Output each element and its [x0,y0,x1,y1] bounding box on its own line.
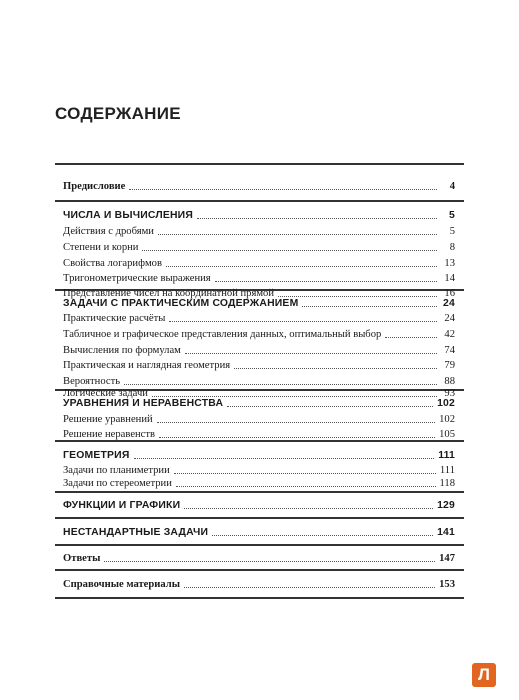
leader-dots [197,218,437,219]
toc-entry-page: 129 [437,500,455,511]
toc-entry-label: Предисловие [63,181,126,192]
toc-entry-label: УРАВНЕНИЯ И НЕРАВЕНСТВА [63,398,224,409]
leader-dots [215,281,437,282]
toc-entry-label: НЕСТАНДАРТНЫЕ ЗАДАЧИ [63,527,209,538]
leader-dots [184,587,435,588]
leader-dots [129,189,437,190]
toc-entry-page: 153 [439,579,455,590]
toc-entry-page: 79 [444,360,455,371]
toc-entry-preface[interactable] [63,177,455,193]
page-title: СОДЕРЖАНИЕ [55,104,181,123]
toc-entry-page: 102 [437,398,455,409]
leader-dots [134,458,435,459]
leader-dots [385,337,437,338]
toc-section-equations[interactable] [63,394,455,410]
leader-dots [234,368,437,369]
toc-entry[interactable] [63,325,455,341]
leader-dots [185,353,437,354]
leader-dots [104,561,435,562]
toc-entry-label: Табличное и графическое представления данных, оптимальный выбор [63,329,382,340]
toc-section-functions[interactable] [63,496,455,512]
toc-entry-page: 102 [439,414,455,425]
toc-entry-label: Степени и корни [63,242,139,253]
toc-entry-page: 24 [443,298,455,309]
divider [55,569,464,571]
toc-entry-label: Задачи по планиметрии [63,465,170,476]
leader-dots [302,306,437,307]
toc-section-practical[interactable] [63,294,455,310]
toc-entry-label: Справочные материалы [63,579,180,590]
toc-entry[interactable] [63,309,455,325]
toc-entry-label: ЗАДАЧИ С ПРАКТИЧЕСКИМ СОДЕРЖАНИЕМ [63,298,299,309]
toc-entry-page: 16 [444,288,455,299]
toc-entry-label: Задачи по стереометрии [63,478,172,489]
toc-entry-label: ЧИСЛА И ВЫЧИСЛЕНИЯ [63,210,194,221]
leader-dots [142,250,437,251]
logo-letter: Л [478,665,490,684]
toc-entry[interactable] [63,410,455,426]
toc-section-geometry[interactable] [63,446,455,462]
toc-entry-label: ФУНКЦИИ И ГРАФИКИ [63,500,181,511]
toc-entry-page: 88 [444,376,455,387]
toc-entry-page: 74 [444,345,455,356]
divider [55,491,464,493]
leader-dots [212,535,433,536]
toc-entry[interactable] [63,474,455,490]
toc-entry-label: ГЕОМЕТРИЯ [63,450,130,461]
toc-entry-label: Тригонометрические выражения [63,273,211,284]
publisher-logo [472,663,496,687]
toc-entry[interactable] [63,269,455,285]
toc-entry-page: 4 [449,181,455,192]
toc-entry-page: 5 [449,210,455,221]
toc-entry-label: Вычисления по формулам [63,345,181,356]
toc-entry[interactable] [63,356,455,372]
toc-entry-page: 105 [439,429,455,440]
toc-entry-page: 42 [444,329,455,340]
toc-entry-reference[interactable] [63,575,455,591]
leader-dots [227,406,433,407]
toc-entry-label: Свойства логарифмов [63,258,162,269]
toc-entry-label: Решение неравенств [63,429,156,440]
divider [55,544,464,546]
toc-entry[interactable] [63,425,455,441]
toc-entry-label: Логические задачи [63,388,148,399]
toc-entry-page: 111 [439,465,455,476]
toc-section-nonstandard[interactable] [63,523,455,539]
divider [55,597,464,599]
toc-entry-label: Решение уравнений [63,414,153,425]
divider [55,200,464,202]
toc-entry-page: 147 [439,553,455,564]
toc-entry[interactable] [63,254,455,270]
toc-entry-label: Вероятность [63,376,121,387]
leader-dots [157,422,435,423]
leader-dots [176,486,436,487]
toc-entry[interactable] [63,222,455,238]
leader-dots [158,234,437,235]
toc-entry[interactable] [63,238,455,254]
toc-entry-page: 13 [444,258,455,269]
leader-dots [169,321,437,322]
toc-entry-label: Ответы [63,553,101,564]
toc-entry-page: 141 [437,527,455,538]
leader-dots [166,266,437,267]
leader-dots [184,508,433,509]
toc-entry-page: 24 [444,313,455,324]
toc-entry-page: 14 [444,273,455,284]
toc-entry-page: 93 [444,388,455,399]
toc-section-numbers[interactable] [63,206,455,222]
divider [55,163,464,165]
toc-entry-page: 111 [438,450,455,461]
toc-entry-page: 118 [439,478,455,489]
leader-dots [159,437,435,438]
toc-entry-page: 5 [449,226,455,237]
toc-entry-label: Практические расчёты [63,313,166,324]
toc-entry-label: Действия с дробями [63,226,154,237]
toc-entry-answers[interactable] [63,549,455,565]
divider [55,517,464,519]
toc-entry[interactable] [63,341,455,357]
toc-entry-label: Представление чисел на координатной прямой [63,288,275,299]
toc-entry-label: Практическая и наглядная геометрия [63,360,231,371]
toc-entry-page: 8 [449,242,455,253]
